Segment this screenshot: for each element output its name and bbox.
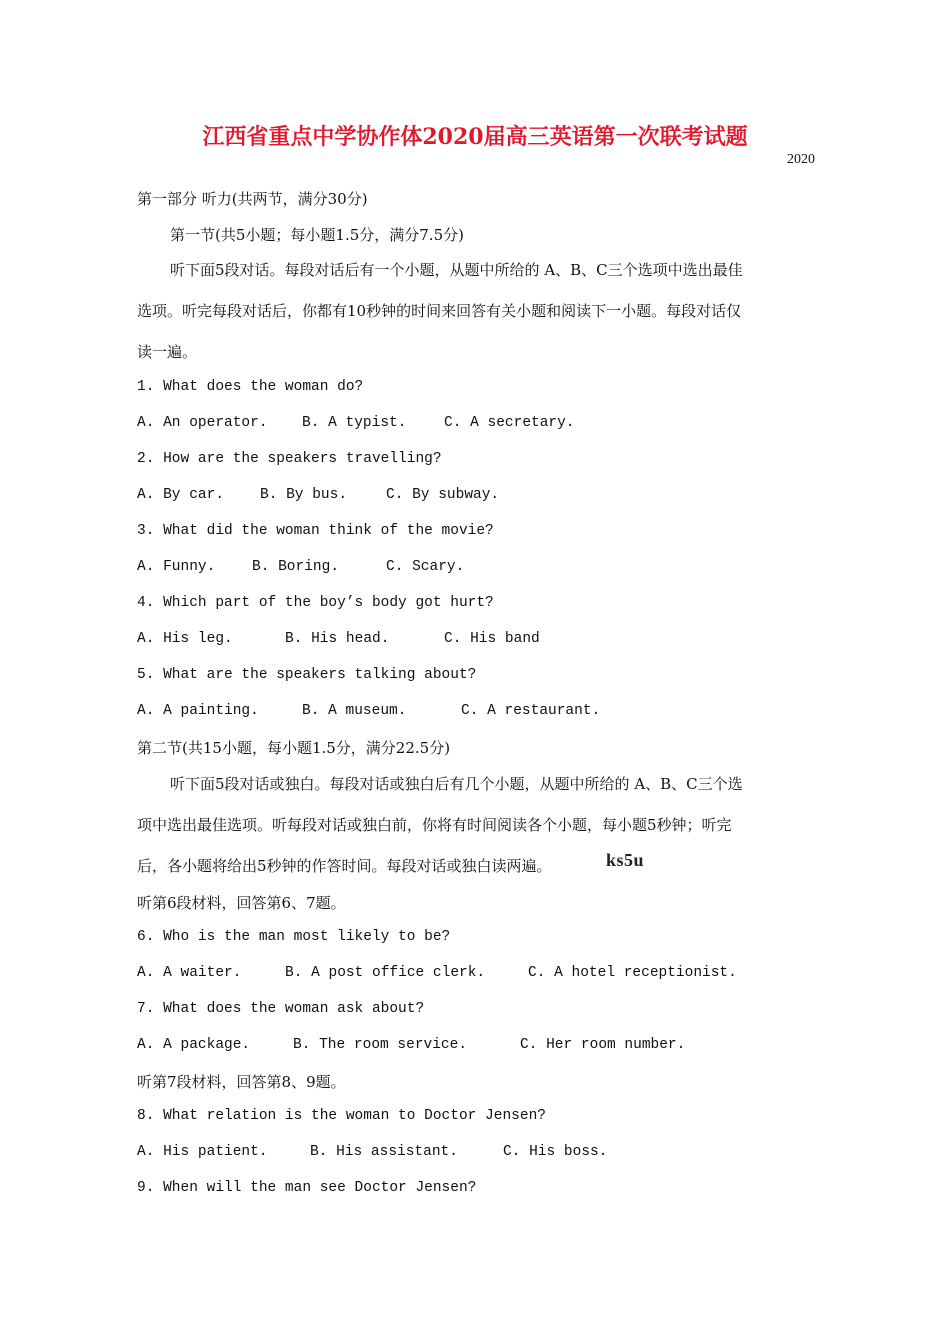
document-title: 江西省重点中学协作体2020届高三英语第一次联考试题	[202, 124, 748, 150]
option-c: C. A restaurant.	[461, 703, 601, 719]
option-b: B. A museum.	[302, 703, 407, 719]
option-b: B. A typist.	[302, 415, 407, 431]
option-a: A. A package.	[137, 1037, 251, 1053]
option-b: B. A post office clerk.	[285, 965, 486, 981]
question-stem: 8. What relation is the woman to Doctor Jensen?	[137, 1108, 546, 1124]
option-b: B. The room service.	[293, 1037, 468, 1053]
option-a: A. His patient.	[137, 1144, 268, 1160]
part1-heading: 第一部分 听力(共两节，满分30分)	[137, 190, 368, 208]
option-c: C. Her room number.	[520, 1037, 686, 1053]
option-a: A. Funny.	[137, 559, 216, 575]
question-stem: 5. What are the speakers talking about?	[137, 667, 477, 683]
option-b: B. His head.	[285, 631, 390, 647]
document-year: 2020	[787, 152, 815, 167]
section1-instruction-line: 选项。听完每段对话后，你都有10秒钟的时间来回答有关小题和阅读下一小题。每段对话仅	[137, 302, 742, 320]
material-heading: 听第6段材料，回答第6、7题。	[137, 894, 346, 912]
section1-instruction-line: 读一遍。	[137, 343, 198, 361]
option-c: C. A secretary.	[444, 415, 575, 431]
option-c: C. By subway.	[386, 487, 500, 503]
question-stem: 6. Who is the man most likely to be?	[137, 929, 451, 945]
option-a: A. A painting.	[137, 703, 259, 719]
section2-instruction-line: 听下面5段对话或独白。每段对话或独白后有几个小题，从题中所给的 A、B、C三个选	[170, 775, 743, 793]
question-stem: 7. What does the woman ask about?	[137, 1001, 425, 1017]
option-a: A. By car.	[137, 487, 225, 503]
section1-heading: 第一节(共5小题；每小题1.5分，满分7.5分)	[170, 226, 464, 244]
ks5u-watermark: ks5u	[606, 850, 645, 870]
section2-instruction-line: 后，各小题将给出5秒钟的作答时间。每段对话或独白读两遍。	[137, 857, 552, 875]
option-c: C. A hotel receptionist.	[528, 965, 737, 981]
section1-instruction-line: 听下面5段对话。每段对话后有一个小题，从题中所给的 A、B、C三个选项中选出最佳	[170, 261, 743, 279]
option-c: C. His boss.	[503, 1144, 608, 1160]
question-stem: 3. What did the woman think of the movie?	[137, 523, 494, 539]
option-a: A. His leg.	[137, 631, 233, 647]
material-heading: 听第7段材料，回答第8、9题。	[137, 1073, 346, 1091]
option-b: B. His assistant.	[310, 1144, 458, 1160]
option-c: C. Scary.	[386, 559, 465, 575]
question-stem: 2. How are the speakers travelling?	[137, 451, 442, 467]
question-stem: 4. Which part of the boy’s body got hurt?	[137, 595, 494, 611]
section2-instruction-line: 项中选出最佳选项。听每段对话或独白前，你将有时间阅读各个小题，每小题5秒钟；听完	[137, 816, 732, 834]
question-stem: 9. When will the man see Doctor Jensen?	[137, 1180, 477, 1196]
question-stem: 1. What does the woman do?	[137, 379, 364, 395]
option-a: A. A waiter.	[137, 965, 242, 981]
option-a: A. An operator.	[137, 415, 268, 431]
option-c: C. His band	[444, 631, 540, 647]
option-b: B. By bus.	[260, 487, 348, 503]
section2-heading: 第二节(共15小题，每小题1.5分，满分22.5分)	[137, 739, 451, 757]
option-b: B. Boring.	[252, 559, 340, 575]
